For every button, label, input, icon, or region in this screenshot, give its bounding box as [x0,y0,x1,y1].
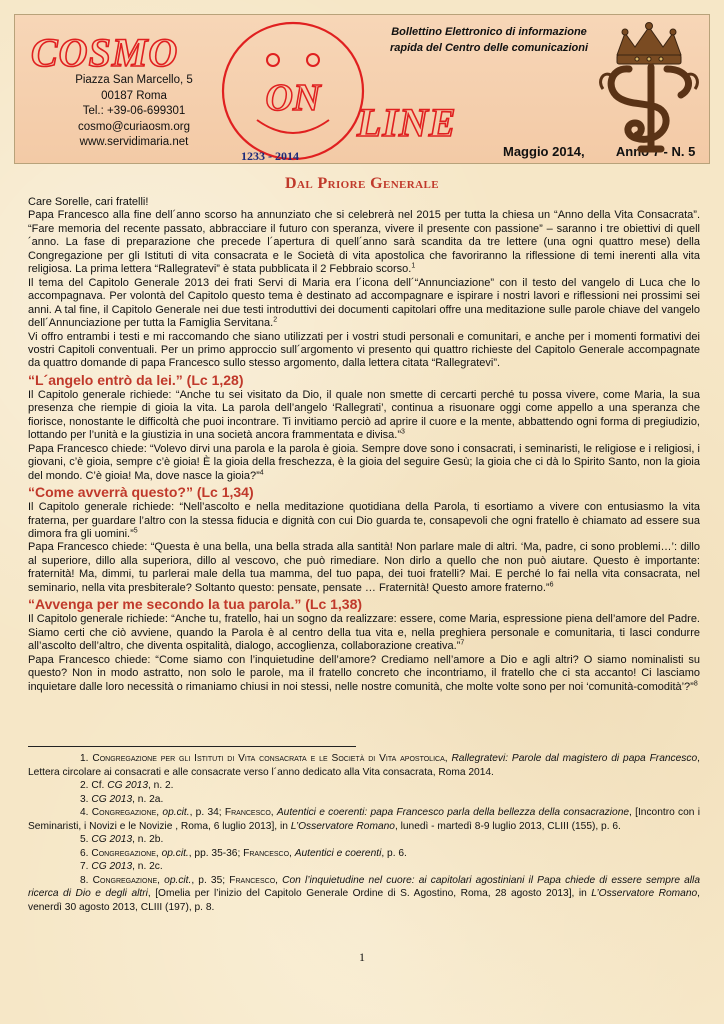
footnote-detail: , n. 2c. [132,861,163,872]
footnote-author: Congregazione per gli Istituti di Vita consacrata e le Società di Vita apostolica, [92,753,448,764]
paragraph-text: Papa Francesco chiede: “Come siamo con l’inquietudine dell’amore? Crediamo nell’amore a Dio e agli altri? O siamo nominalisti su questo? Non in modo astratto, non solo le parole, ma il fratello concreto che incontriamo, il fratello che ci sta accanto! Ci lasciamo inquietare dalle loro necessità o rimaniamo chiusi in noi stessi, nelle nostre comunità, che molte volte sono per noi ‘comunità-comodità’?” [28,653,700,693]
issue-number: Anno 7 - N. 5 [615,144,696,159]
footnote-detail: , n. 2. [148,780,174,791]
address-phone: Tel.: +39-06-699301 [82,105,186,117]
footnote-source: L’Osservatore Romano [591,888,698,899]
footnote-ref[interactable]: 6 [549,581,554,589]
footnote-number: 2. [80,780,89,791]
paragraph: Vi offro entrambi i testi e mi raccomando che siano utilizzati per i vostri studi personali e comunitari, e anche per i momenti formativi dei vostri Capitoli conventuali. Per un primo approccio sull´argomento vi presento qui quattro richieste del Capitolo Generale accompagnate da quattro domande di papa Francesco sullo stesso argomento, dalla lettera citata “Rallegratevi”. [28,330,700,370]
bulletin-line-1: Bollettino Elettronico di informazione [391,26,587,38]
footnote-number: 7. [80,861,89,872]
order-crest-emblem [595,19,703,155]
article-body [28,196,700,694]
paragraph [28,541,700,595]
footnote-detail: , p. 35; [191,874,226,886]
salutation: Care Sorelle, cari fratelli! [28,196,149,208]
footnote-title: CG 2013 [91,861,133,872]
paragraph-text: Il tema del Capitolo Generale 2013 dei frati Servi di Maria era l´icona dell´“Annunciazione” con il testo del vangelo di Luca che lo accompagnava. Per volontà del Capitolo questo tema è destinato ad accompagnare e ispirare i nostri lavori e riflessioni nei prossimi sei anni. A tal fine, il Capitolo Generale nei due testi introduttivi dei documenti capitolari offre una meditazione sulle parole chiave del vangelo dell´Annunciazione per tutta la Famiglia Servitana. [28,276,700,330]
subheading-1: “L´angelo entrò da lei.” (Lc 1,28) [28,371,244,388]
subheading-3: “Avvenga per me secondo la tua parola.” (Lc 1,38) [28,596,363,613]
footnote-number: 5. [80,834,89,845]
footnote-detail: , p. 34; [189,807,222,818]
footnote-item [28,779,700,793]
footnote-number: 8. [80,874,89,886]
footnote-title: Rallegratevi: Parole dal magistero di papa Francesco [451,753,698,764]
footnote-detail: , Lettera circolare ai consacrati e alle consacrate verso l´anno dedicato alla Vita consacrata, Roma 2014. [28,753,700,778]
footnote-ref[interactable]: 7 [460,639,465,647]
footnote-ref[interactable]: 3 [401,428,405,436]
footnote-ref[interactable]: 1 [411,262,416,270]
footnotes [28,752,700,914]
paragraph-text: Papa Francesco chiede: “Questa è una bella, una bella strada alla santità! Non parlare male di altri. ‘Ma, padre, ci sono problemi…’: dillo al superiore, dillo alla superiora, dillo al vescovo, che può rimediare. Non dirlo a quello che non può aiutare. Questo è importante: fraternità! Ma, dimmi, tu parlerai male della tua mamma, del tuo papa, dei tuoi fratelli? Mai. E perché lo fai nella vita consacrata, nel seminario, nella vita presbiterale? Soltanto questo: pensate, pensate … Fraternità! Questo amore fraterno.” [28,541,700,594]
footnote-number: 6. [80,847,89,859]
paragraph [28,277,700,331]
footnote-author: Francesco, [243,847,292,859]
footnote-title: CG 2013 [91,834,133,845]
footnote-author: Francesco, [229,874,278,886]
footnote-number: 1. [80,753,89,764]
footnote-title: op.cit. [162,807,190,818]
logo-cosmo-text: COSMO [31,30,179,75]
paragraph-text: Il Capitolo generale richiede: “Nell’ascolto e nella meditazione quotidiana della Parola, ti esortiamo a vivere con entusiasmo la vita fraterna, per guardare l’altro con la stessa fiducia e dignità con cui Dio guarda te, consapevoli che ogni fratello è chiamato ad essere sua dimora fra gli uomini.” [28,501,700,540]
footnote-ref[interactable]: 4 [259,468,264,476]
footnote-author: Congregazione, [91,807,160,818]
footnote-ref[interactable]: 5 [133,527,138,535]
footnote-title: op.cit. [161,847,189,859]
contact-address [49,73,219,151]
address-city: 00187 Roma [101,89,167,102]
footnote-detail: , lunedì - martedì 8-9 luglio 2013, CLIII (155), p. 6. [394,820,621,832]
footnote-item [28,752,700,779]
footnote-item [28,833,700,847]
footnote-author: Congregazione, [91,847,159,859]
footnote-item [28,874,700,915]
footnote-number: 4. [80,807,89,818]
footnote-divider [28,746,356,747]
paragraph [28,654,700,694]
paragraph [28,613,700,653]
paragraph-text: Papa Francesco chiede: “Volevo dirvi una parola e la parola è gioia. Sempre dove sono i consacrati, i seminaristi, le religiose e i religiosi, i giovani, c’è gioia, sempre c’è gioia! È la gioia della freschezza, è la gioia del seguire Gesù; la gioia che ci dà lo Spirito Santo, non la gioia del mondo. C’è gioia! Ma, dove nasce la gioia?” [28,442,700,482]
footnote-detail: , venerdì 30 agosto 2013, CLIII (197), p. 8. [28,888,700,913]
footnote-prefix: Cf. [91,780,105,791]
footnote-author: Congregazione, [92,874,161,886]
footnote-item [28,793,700,807]
footnote-item [28,847,700,861]
footnote-title: Autentici e coerenti [294,847,382,859]
footnote-item [28,860,700,874]
paragraph-text: Il Capitolo generale richiede: “Anche tu, fratello, hai un sogno da realizzare: essere, come Maria, espressione piena dell’amore del Padre. Siamo certi che ciò avviene, quando la Parola è al centro della tua vita e, nella preghiera personale e comunitaria, ti lasci condurre all’ascolto dell’altro, che diventa ospitalità, dialogo, accoglienza, collaborazione creativa.” [28,613,700,653]
issue-date: Maggio 2014, [503,144,585,159]
address-website: www.servidimaria.net [79,136,189,148]
footnote-title: Autentici e coerenti: papa Francesco parla della bellezza della consacrazione [276,807,630,818]
footnote-source: L’Osservatore Romano [290,820,395,832]
footnote-ref[interactable]: 2 [273,316,278,324]
section-title: Dal Priore Generale [285,175,439,192]
subheading-2: “Come avverrà questo?” (Lc 1,34) [28,484,254,501]
address-street: Piazza San Marcello, 5 [75,74,193,86]
footnote-title: CG 2013 [107,780,148,791]
footnote-detail: , pp. 35-36; [188,847,241,859]
footnote-number: 3. [80,793,89,805]
paragraph [28,443,700,483]
founding-years: 1233 - 2014 [241,149,299,163]
logo-on-text: ON [265,77,321,119]
footnote-author: Francesco, [224,807,274,818]
paragraph [28,389,700,443]
logo-smiley-circle [213,18,373,164]
logo-line-text: LINE [357,100,457,145]
paragraph-text: Papa Francesco alla fine dell´anno scorso ha annunziato che si celebrerà nel 2015 per tutta la chiesa un “Anno della Vita Consacrata”. “Fare memoria del recente passato, abbracciare il futuro con speranza, vivere il presente con passione” – saranno i tre obiettivi di quell´anno. La fase di preparazione che precede l´apertura di quell´anno sarà scandita da tre lettere (una ogni quattro mese) della Congregazione per gli Istituti di vita consacrata e le Società di vita apostolica che favoriranno la riflessione di temi inerenti alla vita religiosa. La prima lettera “Rallegratevi” è stata pubblicata il 2 Febbraio scorso. [28,209,700,276]
footnote-title: Con l’inquietudine nel cuore: ai capitolari agostiniani il Papa chiede di essere sempre alla ricerca di Dio e degli altri [28,874,700,899]
footnote-ref[interactable]: 8 [693,679,698,687]
footnote-title: op.cit. [164,874,192,886]
paragraph-text: Il Capitolo generale richiede: “Anche tu sei visitato da Dio, il quale non smette di cercarti perché tu possa vivere, come Maria, la sua presenza che riempie di gioia la vita. La parola dell’angelo ‘Rallegrati’, continua a risuonare oggi come appello a una speranza che fiorisce, nonostante le difficoltà che puoi incontrare. Ti invitiamo perciò ad aprire il cuore e la mente, abbattendo ogni forma di pregiudizio, lottando per l’unità e la giustizia in una società ancora frammentata e divisa.” [28,388,700,442]
footnote-title: CG 2013 [91,793,133,805]
footnote-detail: , p. 6. [381,847,407,859]
footnote-detail: , n. 2b. [132,834,164,845]
page-number: 1 [359,950,365,964]
address-email: cosmo@curiaosm.org [77,120,190,133]
masthead [14,14,710,164]
bulletin-subtitle [371,24,607,56]
paragraph [28,501,700,541]
footnote-detail: , n. 2a. [132,793,164,805]
bulletin-line-2: rapida del Centro delle comunicazioni [389,42,589,54]
footnote-item [28,806,700,833]
footnote-detail: , [Omelia per l’inizio del Capitolo Generale Ordine di S. Agostino, Roma, 28 agosto 2013], in [147,888,587,899]
paragraph [28,209,700,276]
footnote-detail: , [Incontro con i Seminaristi, i Novizi e le Novizie , Roma, 6 luglio 2013], in [28,807,700,832]
